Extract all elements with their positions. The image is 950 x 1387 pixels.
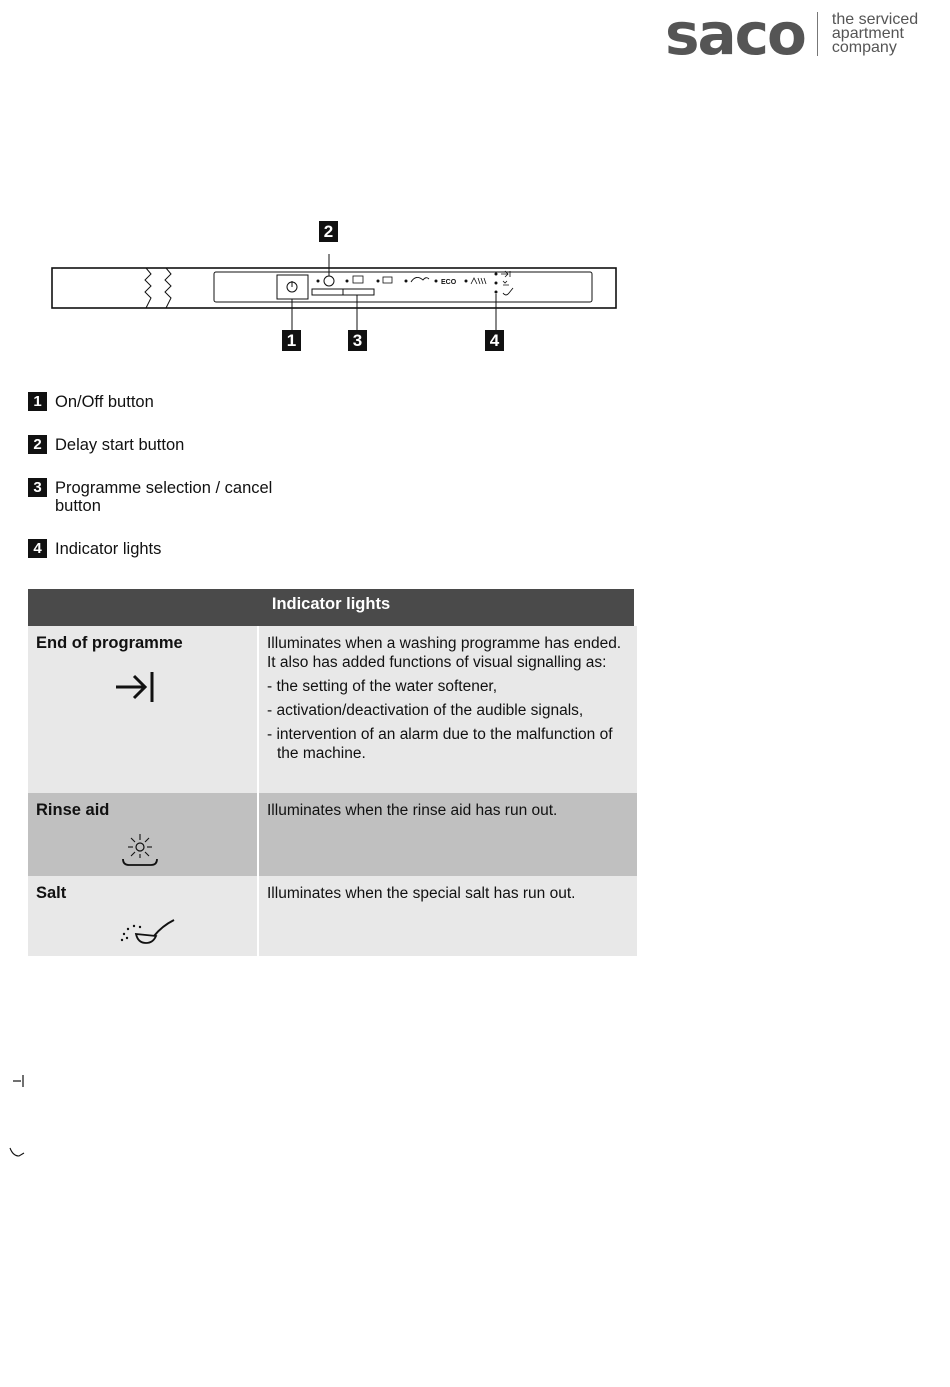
legend-number: 1	[28, 392, 47, 411]
legend-number: 3	[28, 478, 47, 497]
row-title: Rinse aid	[36, 801, 110, 819]
stray-salt-icon	[9, 1147, 27, 1159]
legend-number: 2	[28, 435, 47, 454]
logo-divider	[817, 12, 818, 56]
table-header: Indicator lights	[28, 589, 634, 626]
logo-tagline	[832, 13, 918, 55]
legend-label: Delay start button	[55, 436, 185, 454]
panel-legend	[28, 392, 348, 558]
row-description-cell	[257, 793, 637, 876]
legend-number: 4	[28, 539, 47, 558]
tagline-line-3: company	[831, 39, 897, 56]
end-of-programme-icon	[114, 670, 158, 704]
salt-icon	[118, 916, 178, 948]
row-label-cell	[28, 793, 257, 876]
rinse-aid-icon	[120, 831, 160, 869]
row-description: Illuminates when a washing programme has ended. It also has added functions of visual signalling as:	[267, 635, 622, 671]
stray-end-icon	[12, 1074, 26, 1088]
legend-item-programme-selection	[28, 478, 318, 515]
legend-item-on-off	[28, 392, 348, 411]
bullet-item: - intervention of an alarm due to the malfunction of the machine.	[267, 726, 613, 762]
bullet-item: - the setting of the water softener,	[267, 678, 498, 695]
bullet-item: - activation/deactivation of the audible signals,	[267, 702, 584, 719]
tagline-line-1: the serviced	[831, 11, 919, 28]
row-title: Salt	[36, 884, 67, 902]
legend-label: Indicator lights	[55, 540, 162, 558]
callout-2: 2	[319, 221, 338, 242]
table-row-end-of-programme	[28, 626, 637, 793]
logo-wordmark: saco	[665, 0, 805, 68]
legend-item-delay-start	[28, 435, 348, 454]
callout-3: 3	[348, 330, 367, 351]
row-description: Illuminates when the rinse aid has run out.	[267, 802, 558, 819]
row-title: End of programme	[36, 634, 183, 652]
row-description-cell	[257, 626, 637, 793]
row-label-cell	[28, 876, 257, 956]
callout-1: 1	[282, 330, 301, 351]
svg-text:ECO: ECO	[441, 279, 457, 286]
row-description-cell	[257, 876, 637, 956]
legend-item-indicator-lights	[28, 539, 348, 558]
callout-4: 4	[485, 330, 504, 351]
table-row-salt	[28, 876, 637, 956]
row-label-cell	[28, 626, 257, 793]
legend-label: On/Off button	[55, 393, 154, 411]
tagline-line-2: apartment	[831, 25, 904, 42]
legend-label: Programme selection / cancel button	[55, 479, 273, 515]
table-row-rinse-aid	[28, 793, 637, 876]
saco-logo	[665, 0, 919, 68]
control-panel-diagram	[48, 218, 623, 358]
row-description: Illuminates when the special salt has run out.	[267, 885, 576, 902]
